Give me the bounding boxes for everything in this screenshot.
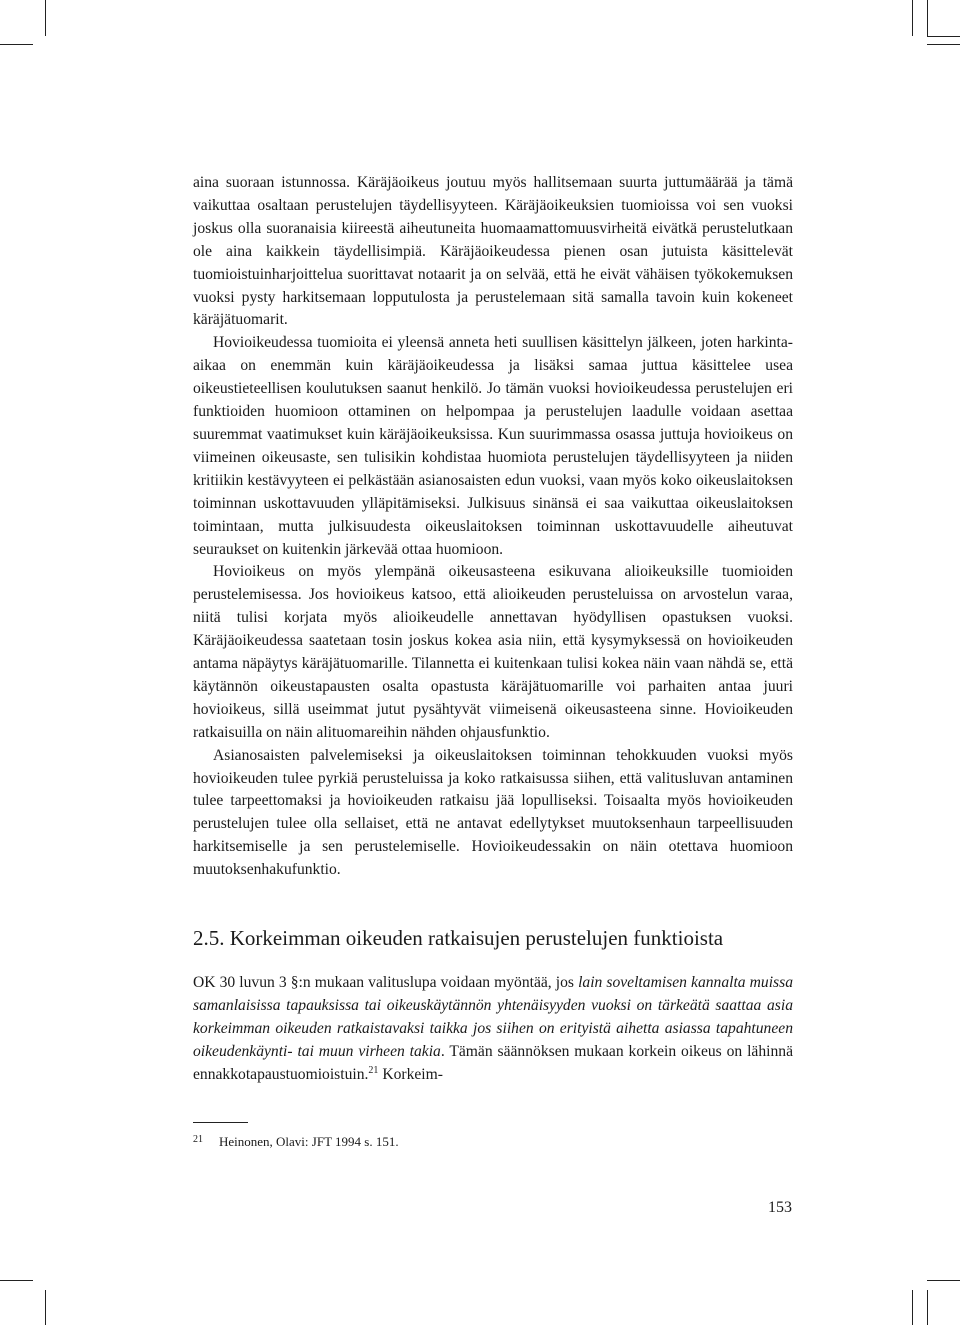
crop-mark — [0, 44, 33, 45]
footnote-divider — [193, 1122, 248, 1123]
crop-mark — [927, 36, 960, 37]
crop-mark — [927, 1280, 960, 1281]
crop-mark — [927, 44, 960, 45]
footnote-reference[interactable]: 21 — [368, 1065, 379, 1076]
footnote-number: 21 — [193, 1134, 203, 1145]
section-paragraph — [193, 971, 793, 1086]
paragraph: Asianosaisten palvelemiseksi ja oikeuslaitoksen toiminnan tehokkuuden vuoksi myös hovioikeuden tulee pyrkiä perusteluissa ja koko ratkaisussa siihen, että valitusluvan antaminen tulee tarpeettomaksi ja hovioikeuden ratkaisu jää lopulliseksi. Toisaalta myös hovioikeuden perustelujen tulee olla sellaiset, että ne antavat edellytykset muutoksenhaun tarpeellisuuden harkitsemiselle ja sen perustelemiselle. Hovioikeudessakin on näin otettava huomioon muutoksenhakufunktio. — [193, 746, 793, 879]
footnote-text: Heinonen, Olavi: JFT 1994 s. 151. — [219, 1134, 399, 1149]
section-heading: 2.5. Korkeimman oikeuden ratkaisujen perustelujen funktioista — [193, 926, 724, 950]
crop-mark — [45, 1290, 46, 1325]
page-number: 153 — [768, 1199, 792, 1216]
crop-mark — [45, 0, 46, 36]
statute-quote: lain soveltamisen kannalta muissa samanlaisissa tapauksissa tai oikeuskäytännön yhtenäisyyden vuoksi on tärkeätä saattaa asia korkeimman oikeuden ratkaistavaksi taikka jos siihen on erityistä aihetta asiassa tapahtuneen oikeudenkäynti- tai muun virheen takia — [193, 974, 793, 1060]
section-text: Korkeim- — [378, 1066, 443, 1083]
crop-mark — [912, 1290, 913, 1325]
crop-mark — [927, 0, 928, 36]
paragraph: aina suoraan istunnossa. Käräjäoikeus joutuu myös hallitsemaan suurta juttumäärää ja tämä vaikuttaa osaltaan perustelujen täydellisyyteen. Käräjäoikeuksien tuomioissa voi sen vuoksi joskus olla suoranaisia kiireestä aiheutuneita huomaamattomuusvirheitä eivätkä perustelutkaan ole aina kaikkein täydellisimpiä. Käräjäoikeudessa pienen osan jutuista käsittelevät tuomioistuinharjoittelua suorittavat notaarit ja on selvää, että he eivät vähäisen työkokemuksen vuoksi pysty harkitsemaan lopputulosta ja perustelemaan sitä samalla tavoin kuin kokeneet käräjätuomarit. — [193, 174, 793, 329]
section-text: OK 30 luvun 3 §:n mukaan valituslupa voidaan myöntää, jos — [193, 974, 579, 991]
crop-mark — [927, 1290, 928, 1325]
crop-mark — [912, 0, 913, 36]
section-text: . Tämän säännöksen mukaan korkein oikeus on lähinnä ennakkotapaustuomioistuin. — [193, 1043, 793, 1083]
paragraph: Hovioikeudessa tuomioita ei yleensä anneta heti suullisen käsittelyn jälkeen, joten harkinta-aikaa on enemmän kuin käräjäoikeudessa ja lisäksi samaa juttua käsittelee usea oikeustieteellisen koulutuksen saanut henkilö. Jo tämän vuoksi hovioikeudessa perustelujen eri funktioiden huomioon ottaminen on helpompaa ja perustelujen laadulle voidaan asettaa suuremmat vaatimukset kuin käräjäoikeuksissa. Kun suurimmassa osassa juttuja hovioikeus on viimeinen oikeusaste, sen tulisikin kohdistaa huomiota perustelujen täydellisyyteen ja niiden kritiikin kestävyyteen ei pelkästään asianosaisten edun vuoksi, vaan myös koko oikeuslaitoksen toiminnan uskottavuuden ylläpitämiseksi. Julkisuus sinänsä ei saa vaikuttaa oikeuslaitoksen toimintaan, mutta julkisuudesta oikeuslaitoksen toiminnan uskottavuudelle aiheutuvat seuraukset on kuitenkin järkevää ottaa huomioon. — [193, 334, 793, 558]
body-text — [193, 172, 793, 882]
crop-mark — [0, 1280, 33, 1281]
footnote — [193, 1131, 793, 1151]
paragraph: Hovioikeus on myös ylempänä oikeusasteena esikuvana alioikeuksille tuomioiden perustelemisessa. Jos hovioikeus katsoo, että alioikeuden perusteluissa on arvostelun varaa, niitä tulisi korjata myös alioikeudelle annettavan hyödyllisen opastuksen vuoksi. Käräjäoikeudessa saatetaan tosin joskus kokea asia niin, että kysymyksessä on hovioikeuden antama näpäytys käräjätuomarille. Tilannetta ei kuitenkaan tulisi kokea näin vaan nähdä se, että käytännön oikeustapausten osalta opastusta käräjätuomarille voi parhaiten antaa juuri hovioikeus, sillä useimmat jutut pysähtyvät viimeisenä oikeusasteena sinne. Hovioikeuden ratkaisuilla on näin alituomareihin nähden ohjausfunktio. — [193, 563, 793, 741]
